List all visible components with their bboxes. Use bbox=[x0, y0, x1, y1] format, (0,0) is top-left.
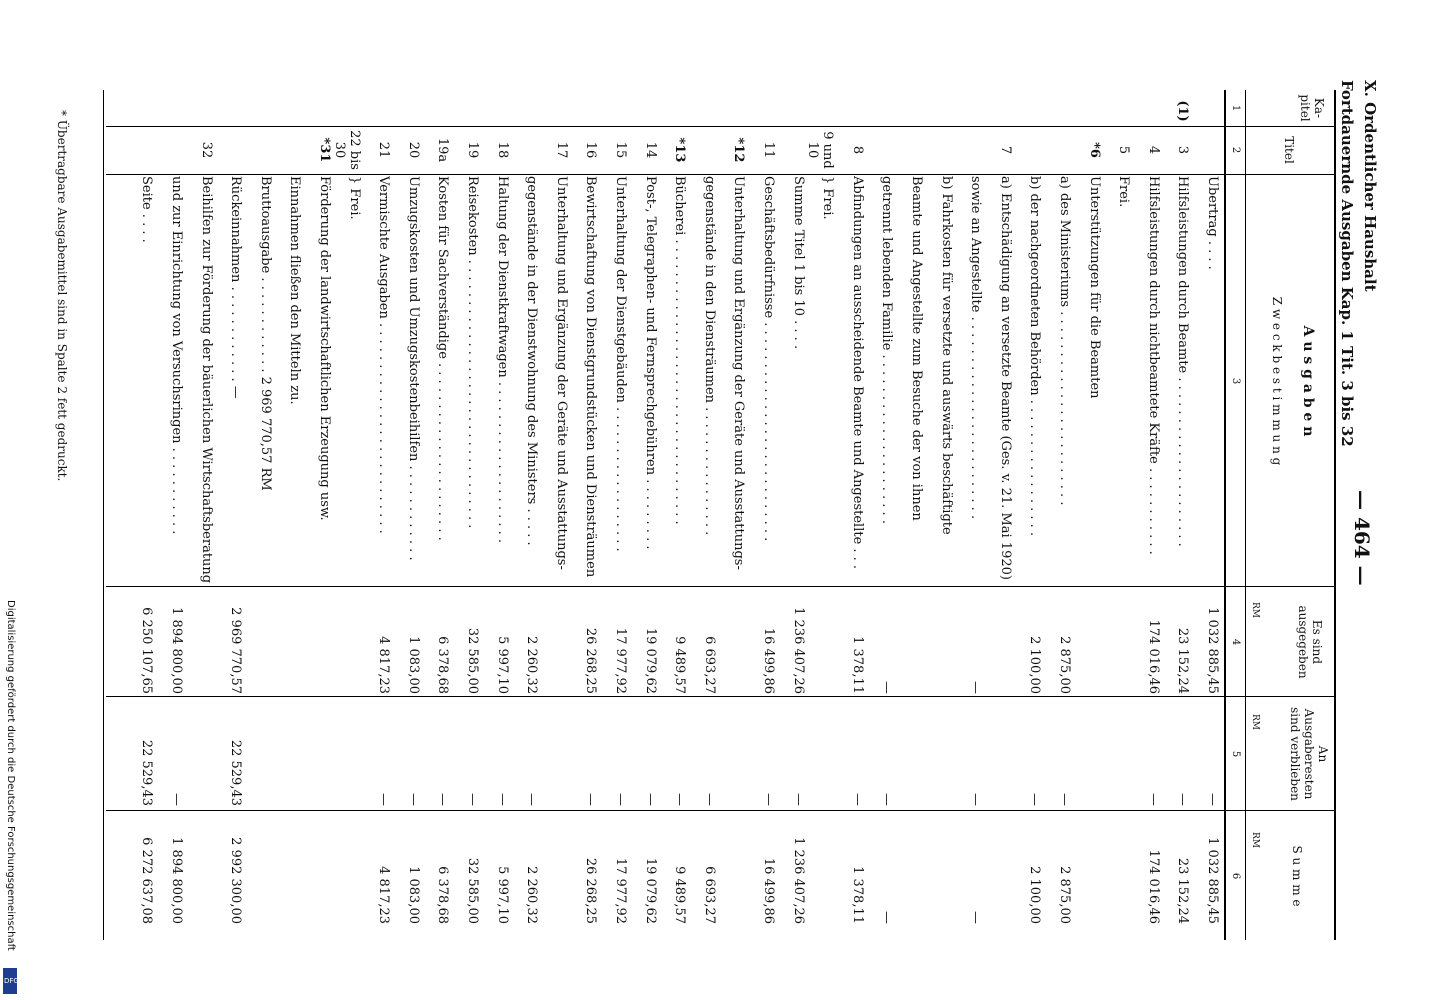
table-row bbox=[756, 0, 776, 1000]
summe-cell: 26 268,25 bbox=[583, 857, 599, 924]
reste-cell: — bbox=[1027, 793, 1043, 806]
summe-cell: 19 079,62 bbox=[642, 857, 658, 924]
description-cell: b) der nachgeordneten Behörden . . . . . . . . . . . . . . . . . bbox=[1027, 176, 1043, 537]
description-cell: Unterhaltung und Ergänzung der Geräte und Ausstattungs- bbox=[553, 176, 569, 570]
section-subtitle: Fortdauernde Ausgaben Kap. 1 Tit. 3 bis 32 bbox=[1338, 80, 1356, 447]
table-row bbox=[1082, 0, 1102, 1000]
reste-cell: — bbox=[672, 793, 688, 806]
dfg-logo bbox=[3, 968, 17, 994]
summe-cell: 5 997,10 bbox=[494, 866, 510, 924]
description-cell: Bruttoausgabe . . . . . . . . . . . . 2 969 770,57 RM bbox=[257, 176, 273, 491]
description-cell: sowie an Angestellte . . . . . . . . . . . . . . . . . . . . . . . . . bbox=[968, 176, 984, 520]
summe-cell: 1 378,11 bbox=[849, 866, 865, 924]
unit-col6: RM bbox=[1250, 832, 1260, 848]
reste-cell: — bbox=[1057, 793, 1072, 806]
summe-cell: 1 083,00 bbox=[405, 866, 421, 924]
titel-cell: 3 bbox=[1175, 145, 1191, 155]
table-row bbox=[638, 0, 658, 1000]
ausgegeben-cell: 1 894 800,00 bbox=[169, 607, 184, 694]
col-header-titel: Titel bbox=[1282, 136, 1296, 164]
reste-cell: — bbox=[642, 793, 658, 806]
titel-cell: 4 bbox=[1145, 145, 1161, 155]
description-cell: gegenstände in den Diensträumen . . . . . . . . . . . . . . . . bbox=[701, 176, 717, 536]
summe-cell: 1 236 407,26 bbox=[790, 837, 806, 924]
summe-cell: 4 817,23 bbox=[376, 866, 392, 924]
col-number-3: 3 bbox=[1230, 377, 1241, 385]
titel-cell: 5 bbox=[1116, 145, 1132, 155]
titel-cell: *13 bbox=[672, 137, 688, 163]
dfg-logo-text: DFG bbox=[4, 977, 19, 985]
table-row bbox=[549, 0, 569, 1000]
ausgegeben-cell: 1 032 885,45 bbox=[1205, 607, 1220, 694]
table-row bbox=[934, 0, 954, 1000]
description-cell: Summe Titel 1 bis 10 . . . . bbox=[790, 176, 806, 350]
reste-cell: — bbox=[790, 793, 806, 806]
table-row bbox=[578, 0, 598, 1000]
summe-cell: 16 499,86 bbox=[761, 857, 776, 924]
titel-cell: 14 bbox=[642, 141, 658, 159]
reste-cell: — bbox=[524, 793, 540, 806]
description-cell: gegenstände in der Dienstwohnung des Ministers . . . . . bbox=[524, 176, 540, 546]
table-row bbox=[282, 0, 302, 1000]
description-cell: Umzugskosten und Umzugskostenbeihilfen . . . . . . . . . . . . bbox=[405, 176, 421, 561]
ausgegeben-cell: 174 016,46 bbox=[1145, 619, 1161, 694]
description-cell: Kosten für Sachverständige . . . . . . . . . . . . . . . . . . . . . . bbox=[435, 176, 451, 541]
table-row bbox=[874, 0, 894, 1000]
ausgegeben-cell: 26 268,25 bbox=[583, 627, 599, 694]
titel-cell: 19 bbox=[465, 141, 480, 159]
summe-cell: 6 693,27 bbox=[701, 866, 717, 924]
ausgegeben-cell: 1 378,11 bbox=[849, 636, 865, 694]
description-cell: Einnahmen fließen den Mitteln zu. bbox=[287, 176, 303, 405]
description-cell: und zur Einrichtung von Versuchsringen . . . . . . . . . . . bbox=[169, 176, 184, 535]
reste-cell: 22 529,43 bbox=[228, 739, 244, 806]
table-bottom-rule bbox=[103, 90, 104, 940]
digitization-credit bbox=[2, 600, 18, 990]
table-row bbox=[331, 0, 362, 1000]
header-bottom-rule bbox=[1245, 90, 1246, 940]
titel-cell: 9 und 10 bbox=[805, 131, 836, 169]
table-row bbox=[430, 0, 450, 1000]
table-row bbox=[312, 0, 332, 1000]
table-row bbox=[608, 0, 628, 1000]
col-number-5: 5 bbox=[1230, 750, 1241, 758]
description-cell: Förderung der landwirtschaftlichen Erzeugung usw. bbox=[317, 176, 332, 521]
section-title: X. Ordentlicher Haushalt bbox=[1361, 80, 1379, 292]
ausgegeben-cell: 2 100,00 bbox=[1027, 636, 1043, 694]
col-header-reste: An Ausgaberesten sind verblieben bbox=[1288, 707, 1330, 801]
reste-cell: — bbox=[1175, 793, 1191, 806]
description-cell: Hilfsleistungen durch nichtbeamtete Kräfte . . . . . . . . . . . bbox=[1145, 176, 1161, 555]
ausgegeben-cell: 32 585,00 bbox=[465, 627, 480, 694]
reste-cell: — bbox=[701, 793, 717, 806]
reste-cell: — bbox=[435, 793, 451, 806]
reste-cell: — bbox=[583, 793, 599, 806]
description-cell: Beamte und Angestellte zum Besuche der von ihnen bbox=[909, 176, 924, 521]
reste-cell: — bbox=[879, 793, 895, 806]
ausgegeben-cell: — bbox=[968, 681, 984, 694]
titel-cell: 20 bbox=[405, 141, 421, 159]
titel-cell: *6 bbox=[1086, 142, 1102, 158]
description-cell: Unterhaltung der Dienstgebäuden . . . . . . . . . . . . . . . . . . bbox=[613, 176, 628, 552]
col-number-2: 2 bbox=[1230, 146, 1241, 154]
description-cell: Frei. bbox=[1116, 176, 1132, 208]
titel-cell: 32 bbox=[198, 141, 214, 159]
table-row bbox=[253, 0, 273, 1000]
col-number-4: 4 bbox=[1230, 638, 1241, 646]
table-row bbox=[164, 0, 184, 1000]
table-row bbox=[963, 0, 983, 1000]
description-cell: a) des Ministeriums . . . . . . . . . . . . . . . . . . . . . . . . bbox=[1057, 176, 1072, 506]
titel-cell: 21 bbox=[376, 141, 392, 159]
summe-cell: 1 032 885,45 bbox=[1205, 837, 1220, 924]
description-cell: Hilfsleistungen durch Beamte . . . . . . . . . . . . . . . . . . . . . bbox=[1175, 176, 1191, 547]
description-cell: } Frei. bbox=[346, 176, 362, 220]
ausgegeben-cell: 2 260,32 bbox=[524, 636, 540, 694]
table-top-rule bbox=[1334, 90, 1336, 940]
ausgegeben-cell: 23 152,24 bbox=[1175, 627, 1191, 694]
ausgegeben-cell: 1 236 407,26 bbox=[790, 607, 806, 694]
col-header-zweck: Z w e c k b e s t i m m u n g bbox=[1270, 296, 1284, 466]
description-cell: Geschäftsbedürfnisse . . . . . . . . . . . . . . . . . . . . . . . . . . . bbox=[761, 176, 776, 542]
reste-cell: — bbox=[376, 793, 392, 806]
titel-cell: 11 bbox=[761, 141, 776, 159]
titel-cell: *31 bbox=[317, 137, 332, 163]
description-cell: getrennt lebenden Familie . . . . . . . . . . . . . . . . . . . . . bbox=[879, 176, 895, 524]
table-row bbox=[1111, 0, 1131, 1000]
table-row bbox=[845, 0, 865, 1000]
description-cell: Rückeinnahmen . . . . . . . . . . . . — bbox=[228, 176, 244, 399]
ausgegeben-cell: 19 079,62 bbox=[642, 627, 658, 694]
page-number: — 464 — bbox=[1350, 490, 1374, 586]
table-row bbox=[460, 0, 480, 1000]
summe-cell: 6 378,68 bbox=[435, 866, 451, 924]
titel-cell: *12 bbox=[731, 137, 747, 163]
col-header-summe: S u m m e bbox=[1290, 845, 1304, 907]
summe-cell: 2 875,00 bbox=[1057, 866, 1072, 924]
description-cell: Unterhaltung und Ergänzung der Geräte und Ausstattungs- bbox=[731, 176, 747, 570]
digitization-credit-text: Digitalisierung gefördert durch die Deutsche Forschungsgemeinschaft bbox=[5, 600, 16, 951]
summe-cell: 2 260,32 bbox=[524, 866, 540, 924]
table-row bbox=[697, 0, 717, 1000]
ausgegeben-cell: 6 250 107,65 bbox=[139, 607, 155, 694]
summe-cell: 6 272 637,08 bbox=[139, 837, 155, 924]
description-cell: Vermischte Ausgaben . . . . . . . . . . . . . . . . . . . . . . . . . . bbox=[376, 176, 392, 534]
description-cell: Übertrag . . . . bbox=[1205, 176, 1220, 270]
reste-cell: — bbox=[968, 793, 984, 806]
ausgegeben-cell: 6 378,68 bbox=[435, 636, 451, 694]
summe-cell: 17 977,92 bbox=[613, 857, 628, 924]
reste-cell: — bbox=[465, 793, 480, 806]
col-number-1: 1 bbox=[1230, 104, 1241, 112]
unit-col4: RM bbox=[1250, 602, 1260, 618]
summe-cell: 1 894 800,00 bbox=[169, 837, 184, 924]
header-number-rule bbox=[1224, 90, 1226, 940]
titel-cell: 15 bbox=[613, 141, 628, 159]
ausgegeben-cell: — bbox=[879, 681, 895, 694]
description-cell: Bücherei . . . . . . . . . . . . . . . . . . . . . . . . . . . . . . . . . . . bbox=[672, 176, 688, 525]
description-cell: } Frei. bbox=[820, 176, 836, 220]
table-row bbox=[786, 0, 806, 1000]
titel-cell: 8 bbox=[849, 145, 865, 155]
reste-cell: 22 529,43 bbox=[139, 739, 155, 806]
ausgegeben-cell: 2 875,00 bbox=[1057, 636, 1072, 694]
description-cell: b) Fahrkosten für versetzte und auswärts beschäftigte bbox=[938, 176, 954, 535]
reste-cell: — bbox=[613, 793, 628, 806]
description-cell: Seite . . . . bbox=[139, 176, 155, 243]
summe-cell: 32 585,00 bbox=[465, 857, 480, 924]
summe-cell: 2 100,00 bbox=[1027, 866, 1043, 924]
table-row bbox=[1052, 0, 1072, 1000]
ausgegeben-cell: 17 977,92 bbox=[613, 627, 628, 694]
summe-cell: 23 152,24 bbox=[1175, 857, 1191, 924]
summe-cell: 9 489,57 bbox=[672, 866, 688, 924]
table-row bbox=[519, 0, 539, 1000]
ausgegeben-cell: 9 489,57 bbox=[672, 636, 688, 694]
table-row bbox=[904, 0, 924, 1000]
titel-cell: 17 bbox=[553, 141, 569, 159]
table-row bbox=[194, 0, 214, 1000]
ausgegeben-cell: 4 817,23 bbox=[376, 636, 392, 694]
description-cell: Post-, Telegraphen- und Fernsprechgebühren . . . . . . . . . bbox=[642, 176, 658, 550]
table-row bbox=[490, 0, 510, 1000]
ausgegeben-cell: 1 083,00 bbox=[405, 636, 421, 694]
table-row bbox=[805, 0, 836, 1000]
titel-cell: 22 bis 30 bbox=[331, 130, 362, 170]
table-row bbox=[667, 0, 687, 1000]
reste-cell: — bbox=[761, 793, 776, 806]
footnote: * Übertragbare Ausgabemittel sind in Spalte 2 fett gedruckt. bbox=[55, 110, 69, 482]
summe-cell: 2 992 300,00 bbox=[228, 837, 244, 924]
titel-cell: 19a bbox=[435, 137, 451, 163]
ausgegeben-cell: 6 693,27 bbox=[701, 636, 717, 694]
col-header-ausgaben: A u s g a b e n bbox=[1300, 325, 1316, 437]
ausgegeben-cell: 16 499,86 bbox=[761, 627, 776, 694]
description-cell: Bewirtschaftung von Dienstgrundstücken und Diensträumen bbox=[583, 176, 599, 578]
ausgegeben-cell: 5 997,10 bbox=[494, 636, 510, 694]
description-cell: Reisekosten . . . . . . . . . . . . . . . . . . . . . . . . . . . . . . . . . bbox=[465, 176, 480, 529]
table-row bbox=[223, 0, 243, 1000]
table-row bbox=[1022, 0, 1042, 1000]
reste-cell: — bbox=[1205, 793, 1220, 806]
description-cell: Haltung der Dienstkraftwagen . . . . . . . . . . . . . . . . . . . . bbox=[494, 176, 510, 544]
unit-col5: RM bbox=[1250, 714, 1260, 730]
description-cell: Abfindungen an ausscheidende Beamte und Angestellte . . . bbox=[849, 176, 865, 570]
reste-cell: — bbox=[1145, 793, 1161, 806]
table-row bbox=[134, 0, 154, 1000]
titel-cell: 16 bbox=[583, 141, 599, 159]
titel-cell: 7 bbox=[997, 145, 1013, 155]
col-header-kapitel: Ka- pitel bbox=[1298, 94, 1326, 122]
ausgegeben-cell: 2 969 770,57 bbox=[228, 607, 244, 694]
table-row bbox=[726, 0, 746, 1000]
description-cell: a) Entschädigung an versetzte Beamte (Ges. v. 21. Mai 1920) bbox=[997, 176, 1013, 580]
description-cell: Unterstützungen für die Beamten bbox=[1086, 176, 1102, 399]
reste-cell: — bbox=[494, 793, 510, 806]
col-header-ausgegeben: Es sind ausgegeben bbox=[1296, 605, 1324, 679]
reste-cell: — bbox=[169, 793, 184, 806]
col-number-6: 6 bbox=[1230, 872, 1241, 880]
table-row bbox=[1141, 0, 1161, 1000]
table-row bbox=[1200, 0, 1220, 1000]
table-row bbox=[371, 0, 391, 1000]
description-cell: Beihilfen zur Förderung der bäuerlichen Wirtschaftsberatung bbox=[198, 176, 214, 584]
summe-cell: — bbox=[968, 911, 984, 924]
reste-cell: — bbox=[405, 793, 421, 806]
table-row bbox=[1170, 0, 1190, 1000]
kapitel-cell: (1) bbox=[1175, 100, 1191, 122]
table-row bbox=[401, 0, 421, 1000]
titel-cell: 18 bbox=[494, 141, 510, 159]
summe-cell: — bbox=[879, 911, 895, 924]
table-row bbox=[993, 0, 1013, 1000]
reste-cell: — bbox=[849, 793, 865, 806]
summe-cell: 174 016,46 bbox=[1145, 849, 1161, 924]
